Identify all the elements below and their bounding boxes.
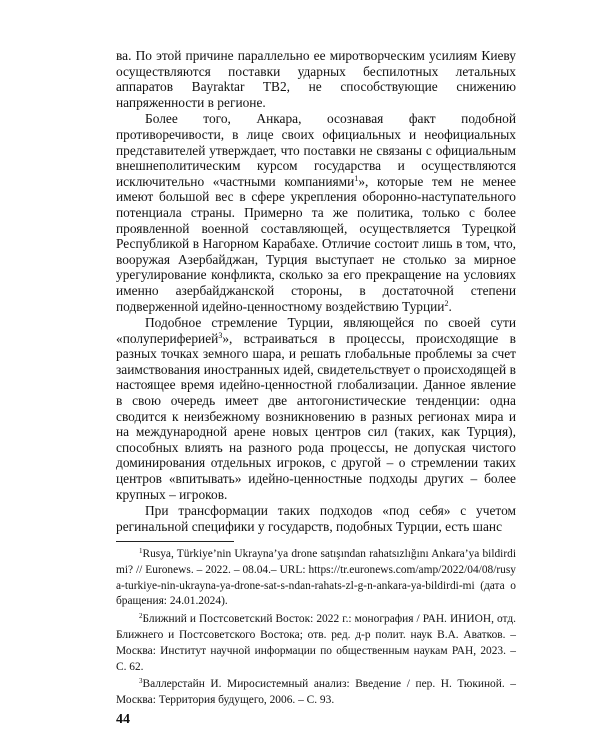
footnote-2-number: 2	[139, 612, 143, 621]
page-number: 44	[116, 712, 130, 727]
footnote-1-text: Rusya, Türkiye’nin Ukrayna’ya drone satışından rahatsızlığını Ankara’ya bildirdi mi? // Euronews. – 2022. – 08.04.– URL: https://tr.euronews.com/amp/2022/04/08/rusya-turkiye-nin-ukrayna-ya-drone-sat-s-ndan-rahats-zl-g-n-ankara-ya-bildirdi-mi (дата обращения: 24.01.2024).	[116, 548, 516, 608]
footnote-1-number: 1	[139, 547, 143, 555]
footnote-2-text: Ближний и Постсоветский Восток: 2022 г.: монография / РАН. ИНИОН, отд. Ближнего и Постсоветского Востока; отв. ред. д-р полит. наук В.А. Аватков. – Москва: Институт научной информации по общественным наукам РАН, 2023. – С. 62.	[116, 613, 516, 673]
footnote-ref-2[interactable]: 2	[444, 298, 449, 308]
paragraph-2-text-c: .	[448, 298, 452, 314]
paragraph-3	[116, 315, 516, 502]
paragraph-2-text-a: Более того, Анкара, осознавая факт подобной противоречивости, в лице своих официальных и неофициальных представителей утверждает, что поставки не связаны с официальным внешнеполитическим курсом государства и осуществляются исключительно «частными компаниями	[116, 111, 516, 189]
footnote-ref-3[interactable]: 3	[218, 330, 223, 340]
footnote-3-text: Валлерстайн И. Миросистемный анализ: Введение / пер. Н. Тюкиной. – Москва: Территория будущего, 2006. – С. 93.	[116, 678, 516, 707]
footnote-3	[116, 677, 516, 709]
paragraph-1: ва. По этой причине параллельно ее миротворческим усилиям Киеву осуществляются поставки ударных беспилотных летальных аппаратов Bayraktar TB2, не способствующие снижению напряженности в регионе.	[116, 48, 516, 110]
footnote-separator	[116, 541, 234, 542]
footnotes	[116, 547, 516, 711]
paragraph-2	[116, 111, 516, 314]
footnote-2	[116, 612, 516, 675]
footnote-1	[116, 547, 516, 610]
paragraph-4: При трансформации таких подходов «под себя» с учетом регинальной специфики у государств, подобных Турции, есть шанс	[116, 503, 516, 534]
main-text	[116, 48, 516, 534]
footnote-3-number: 3	[139, 677, 143, 686]
paragraph-2-text-b: », которые тем не менее имеют большой вес в сфере укрепления оборонно-наступательного потенциала страны. Примерно та же политика, только с более проявленной военной составляющей, осуществляется Турецкой Республикой в Нагорном Карабахе. Отличие состоит лишь в том, что, вооружая Азербайджан, Турция выступает не столько за мирное урегулирование конфликта, сколько за его прекращение на условиях именно азербайджанской стороны, в достаточной степени подверженной идейно-ценностному воздействию Турции	[116, 173, 516, 314]
paragraph-3-text-b: », встраиваться в процессы, происходящие в разных точках земного шара, и решать глобальные проблемы за счет заимствования иностранных идей, свидетельствует о происходящей в настоящее время идейно-ценностной глобализации. Данное явление в свою очередь имеет две антогонистические тенденции: одна сводится к неизбежному возникновению в разных регионах мира и на международной арене новых центров сил (таких, как Турция), способных влиять на разного рода процессы, не допуская чистого доминирования отдельных игроков, с другой – о стремлении таких центров «впитывать» идейно-ценностные подходы других – более крупных – игроков.	[116, 330, 516, 502]
paragraph-3-text-a: Подобное стремление Турции, являющейся по своей сути «полупериферией	[116, 315, 516, 346]
footnote-ref-1[interactable]: 1	[354, 173, 359, 183]
